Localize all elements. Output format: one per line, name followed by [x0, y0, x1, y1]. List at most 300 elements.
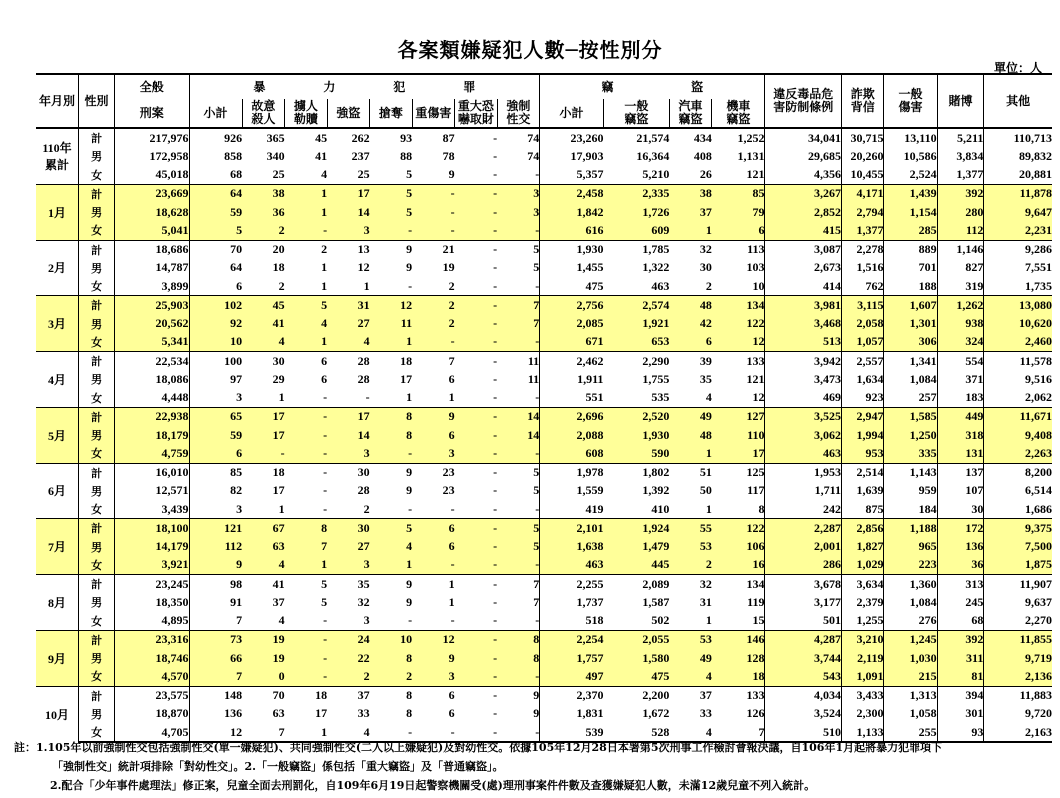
table-cell: 68: [937, 612, 984, 631]
table-cell: 107: [937, 482, 984, 500]
table-cell: 15: [712, 612, 765, 631]
row-month-label: 4月: [36, 352, 79, 408]
table-cell: 10: [370, 630, 413, 649]
table-cell: 1,377: [937, 166, 984, 185]
table-cell: 434: [693, 130, 712, 145]
table-cell: 14: [327, 426, 370, 444]
table-cell: 539: [540, 723, 604, 742]
row-sex-label: 男: [79, 370, 115, 388]
table-cell: 1: [705, 613, 712, 628]
table-cell: 2: [327, 667, 370, 686]
table-cell: 1,978: [540, 463, 604, 482]
table-cell: 1,058: [884, 705, 937, 723]
footnote-1-cont: 「強制性交」統計項排除「對幼性交」。2.「一般竊盜」係包括「重大竊盜」及「普通竊盜」。: [52, 760, 504, 773]
header-theft-general: 一般 竊盜: [603, 99, 669, 128]
table-cell: -: [285, 667, 328, 686]
table-cell: 2: [242, 221, 285, 240]
table-cell: 39: [669, 352, 712, 371]
table-cell: 953: [841, 444, 884, 463]
table-cell: 136: [224, 706, 243, 721]
table-cell: 3,744: [765, 649, 842, 667]
table-cell: 3: [327, 556, 370, 575]
table-cell: -: [497, 612, 540, 631]
table-cell: 2,163: [984, 723, 1052, 742]
table-cell: -: [497, 166, 540, 185]
table-cell: 590: [603, 444, 669, 463]
row-sex-label: 計: [79, 575, 115, 594]
table-cell: 134: [712, 575, 765, 594]
table-cell: -: [412, 221, 455, 240]
table-cell: 445: [603, 556, 669, 575]
table-cell: 121: [712, 370, 765, 388]
table-cell: 97: [230, 371, 243, 386]
table-cell: 9: [406, 594, 413, 609]
table-cell: 126: [712, 705, 765, 723]
table-cell: 3,087: [765, 240, 842, 259]
table-cell: 2,085: [540, 315, 604, 333]
table-cell: 12,571: [115, 482, 189, 500]
table-cell: 5: [321, 594, 328, 609]
table-cell: 1,516: [841, 259, 884, 277]
table-cell: 59: [189, 426, 242, 444]
table-cell: 2,088: [540, 426, 604, 444]
table-cell: -: [493, 167, 498, 182]
table-cell: 3,177: [765, 593, 842, 611]
table-cell: 2,001: [765, 538, 842, 556]
table-cell: 9,516: [1025, 371, 1052, 386]
table-cell: 301: [937, 705, 984, 723]
table-cell: 17: [315, 706, 328, 721]
table-cell: 11,855: [984, 630, 1052, 649]
table-cell: 49: [669, 649, 712, 667]
table-cell: 10: [712, 277, 765, 296]
table-cell: 392: [937, 630, 984, 649]
table-cell: 100: [189, 352, 242, 371]
table-cell: 1: [669, 221, 712, 240]
table-cell: 1: [412, 575, 455, 594]
table-cell: 106: [712, 538, 765, 556]
row-sex-label: 男: [79, 147, 115, 165]
table-cell: -: [455, 463, 498, 482]
table-cell: 1,322: [642, 260, 670, 275]
table-cell: 3: [327, 221, 370, 240]
table-row: [36, 147, 1052, 165]
table-row: [36, 277, 1052, 296]
table-cell: 17: [242, 426, 285, 444]
table-cell: -: [285, 407, 328, 426]
table-row: [36, 128, 1052, 147]
table-row: [36, 389, 1052, 408]
table-cell: 33: [357, 706, 370, 721]
table-cell: 1,953: [765, 463, 842, 482]
table-cell: 3,062: [765, 426, 842, 444]
table-cell: 27: [327, 538, 370, 556]
table-cell: 30: [327, 519, 370, 538]
table-cell: 1,255: [841, 612, 884, 631]
table-cell: 4: [242, 556, 285, 575]
row-month-label: 7月: [36, 519, 79, 575]
table-row: [36, 221, 1052, 240]
table-cell: -: [497, 500, 540, 519]
table-cell: 88: [400, 148, 413, 163]
table-cell: 7: [236, 613, 243, 628]
table-cell: -: [455, 630, 498, 649]
header-theft-2: 盜: [691, 79, 704, 94]
header-violent-3: 犯: [393, 79, 406, 94]
table-cell: 5: [370, 184, 413, 203]
table-cell: 38: [242, 184, 285, 203]
table-cell: 1,735: [1025, 278, 1052, 293]
table-cell: 4: [285, 315, 328, 333]
table-cell: 125: [712, 463, 765, 482]
row-month-label: 3月: [36, 296, 79, 352]
table-cell: -: [412, 333, 455, 352]
table-cell: 14: [497, 407, 540, 426]
table-cell: 8,200: [984, 463, 1052, 482]
table-cell: 10,620: [984, 315, 1052, 333]
table-cell: 513: [765, 333, 842, 352]
table-cell: 1: [285, 184, 328, 203]
table-cell: 1: [285, 723, 328, 742]
table-row: [36, 556, 1052, 575]
table-cell: 5: [406, 167, 413, 182]
table-cell: 475: [585, 278, 604, 293]
table-cell: 2: [448, 278, 455, 293]
table-row: [36, 519, 1052, 538]
table-cell: -: [242, 444, 285, 463]
table-cell: 18,870: [115, 705, 189, 723]
table-cell: 110: [712, 426, 765, 444]
table-cell: 1,875: [984, 556, 1052, 575]
header-theft-1: 竊: [601, 79, 614, 94]
table-cell: 33: [699, 706, 712, 721]
table-cell: 419: [585, 501, 604, 516]
table-cell: 9: [189, 556, 242, 575]
table-cell: 1,250: [884, 426, 937, 444]
table-cell: 128: [712, 649, 765, 667]
table-cell: 25,903: [115, 296, 189, 315]
header-assault: 一般 傷害: [884, 74, 937, 128]
table-cell: 1,360: [884, 575, 937, 594]
table-cell: 3,468: [765, 315, 842, 333]
table-cell: 2: [412, 296, 455, 315]
table-cell: -: [412, 184, 455, 203]
table-cell: 1: [278, 390, 285, 405]
table-cell: 340: [266, 148, 285, 163]
table-cell: 3,834: [937, 147, 984, 165]
table-cell: 9,375: [984, 519, 1052, 538]
table-cell: -: [455, 444, 498, 463]
table-cell: 335: [884, 444, 937, 463]
table-cell: 3: [236, 390, 243, 405]
table-cell: 25: [357, 167, 370, 182]
table-cell: -: [323, 613, 328, 628]
table-row: [36, 463, 1052, 482]
table-cell: 23: [412, 463, 455, 482]
table-cell: 609: [603, 221, 669, 240]
table-cell: 2,231: [984, 221, 1052, 240]
header-rape: 強制 性交: [497, 99, 540, 128]
header-total-a: 全般: [115, 74, 189, 99]
table-cell: 9: [406, 260, 413, 275]
table-cell: 371: [937, 370, 984, 388]
row-sex-label: 男: [79, 593, 115, 611]
table-cell: 926: [224, 130, 243, 145]
table-cell: -: [370, 723, 413, 742]
table-cell: 12: [412, 630, 455, 649]
table-cell: 2,514: [841, 463, 884, 482]
table-cell: 889: [884, 240, 937, 259]
table-cell: 184: [884, 500, 937, 519]
table-cell: 1,131: [712, 147, 765, 165]
table-cell: 497: [540, 667, 604, 686]
table-cell: 17: [242, 407, 285, 426]
row-sex-label: 女: [79, 612, 115, 631]
table-cell: 5: [497, 482, 540, 500]
header-theft: [540, 74, 765, 99]
table-cell: 11,907: [984, 575, 1052, 594]
table-cell: 1,252: [712, 128, 765, 147]
table-cell: 257: [884, 389, 937, 408]
table-cell: 543: [765, 667, 842, 686]
header-violent-4: 罪: [463, 79, 476, 94]
table-cell: 237: [351, 148, 370, 163]
table-cell: 85: [189, 463, 242, 482]
table-cell: 3,439: [115, 500, 189, 519]
table-cell: 20,260: [841, 147, 884, 165]
table-cell: 64: [189, 184, 242, 203]
table-cell: 938: [937, 315, 984, 333]
header-total-b: 刑案: [115, 99, 189, 128]
table-row: [36, 370, 1052, 388]
table-cell: 148: [189, 686, 242, 705]
table-cell: 7: [497, 593, 540, 611]
table-cell: 4: [321, 167, 328, 182]
table-cell: 2: [278, 278, 285, 293]
row-month-label: 2月: [36, 240, 79, 296]
header-drug: 違反毒品危 害防制條例: [765, 74, 842, 128]
table-body: [36, 128, 1052, 742]
table-cell: 1: [370, 333, 413, 352]
table-cell: 17: [712, 444, 765, 463]
table-cell: -: [493, 148, 498, 163]
table-row: [36, 705, 1052, 723]
table-cell: 68: [230, 167, 243, 182]
table-cell: 18,100: [115, 519, 189, 538]
table-cell: 4: [278, 613, 285, 628]
header-violent-subtotal: 小計: [189, 99, 242, 128]
row-sex-label: 女: [79, 333, 115, 352]
table-cell: 81: [937, 667, 984, 686]
table-cell: -: [455, 315, 498, 333]
table-cell: 18,746: [115, 649, 189, 667]
table-cell: 30: [937, 500, 984, 519]
table-cell: 51: [669, 463, 712, 482]
table-cell: 2,270: [1025, 613, 1052, 628]
table-cell: 414: [765, 277, 842, 296]
row-sex-label: 計: [79, 352, 115, 371]
table-cell: 262: [351, 130, 370, 145]
table-cell: 4: [327, 723, 370, 742]
header-violent-1: 暴: [253, 79, 266, 94]
table-cell: 1,924: [603, 519, 669, 538]
table-cell: -: [408, 278, 413, 293]
table-cell: 131: [937, 444, 984, 463]
table-cell: 255: [884, 723, 937, 742]
row-month-label: 1月: [36, 184, 79, 240]
table-cell: 1,143: [884, 463, 937, 482]
table-cell: 1,029: [841, 556, 884, 575]
table-row: [36, 482, 1052, 500]
table-cell: 19: [242, 630, 285, 649]
table-cell: 22,534: [115, 352, 189, 371]
table-cell: 1,994: [841, 426, 884, 444]
table-cell: 82: [230, 483, 243, 498]
table-cell: 1,057: [841, 333, 884, 352]
table-cell: 103: [712, 259, 765, 277]
table-cell: 45: [315, 130, 328, 145]
table-cell: -: [493, 483, 498, 498]
table-cell: -: [493, 371, 498, 386]
table-cell: 3,267: [765, 184, 842, 203]
table-cell: 280: [937, 203, 984, 221]
table-cell: 27: [327, 315, 370, 333]
table-cell: 137: [937, 463, 984, 482]
table-cell: 3,524: [765, 705, 842, 723]
table-cell: 23,575: [115, 686, 189, 705]
table-cell: 2: [669, 556, 712, 575]
table-cell: 4,570: [115, 667, 189, 686]
table-cell: 2,673: [765, 259, 842, 277]
table-row: [36, 444, 1052, 463]
table-cell: -: [455, 649, 498, 667]
table-cell: 1: [406, 390, 413, 405]
table-cell: 8: [406, 706, 413, 721]
table-cell: 6: [412, 426, 455, 444]
table-cell: 2,335: [603, 184, 669, 203]
table-cell: 30,715: [841, 128, 884, 147]
table-cell: 119: [712, 593, 765, 611]
table-cell: 469: [765, 389, 842, 408]
table-cell: 2,794: [841, 203, 884, 221]
table-cell: 12: [712, 333, 765, 352]
table-cell: 2,200: [603, 686, 669, 705]
table-cell: 827: [937, 259, 984, 277]
table-cell: -: [370, 221, 413, 240]
table-cell: 17: [327, 184, 370, 203]
table-cell: 1,755: [642, 371, 670, 386]
table-cell: -: [455, 538, 498, 556]
table-cell: 551: [585, 390, 604, 405]
table-cell: 18: [272, 260, 285, 275]
table-cell: -: [455, 184, 498, 203]
table-cell: 41: [242, 315, 285, 333]
table-cell: 4: [327, 333, 370, 352]
table-cell: 2,379: [841, 593, 884, 611]
table-cell: 1,757: [540, 649, 604, 667]
table-cell: 2: [412, 315, 455, 333]
table-cell: 110,713: [1013, 130, 1052, 145]
table-cell: 4: [705, 390, 712, 405]
table-cell: 74: [497, 147, 540, 165]
row-sex-label: 女: [79, 723, 115, 742]
table-cell: -: [455, 723, 498, 742]
table-cell: 127: [712, 407, 765, 426]
table-cell: 25: [272, 167, 285, 182]
table-cell: -: [493, 594, 498, 609]
table-cell: 22: [327, 649, 370, 667]
table-cell: 2,460: [984, 333, 1052, 352]
header-violent: [189, 74, 540, 99]
table-cell: 18: [712, 667, 765, 686]
table-cell: -: [285, 444, 328, 463]
table-cell: -: [285, 630, 328, 649]
table-cell: 2,524: [884, 166, 937, 185]
row-sex-label: 女: [79, 389, 115, 408]
table-cell: 1,921: [603, 315, 669, 333]
table-row: [36, 333, 1052, 352]
table-cell: -: [497, 277, 540, 296]
table-cell: 73: [189, 630, 242, 649]
table-cell: 1,439: [884, 184, 937, 203]
header-injury: 重傷害: [412, 99, 455, 128]
table-cell: 616: [540, 221, 604, 240]
table-cell: 9: [412, 407, 455, 426]
row-sex-label: 計: [79, 184, 115, 203]
table-cell: 1,726: [603, 203, 669, 221]
table-cell: 7,500: [984, 538, 1052, 556]
table-cell: 9: [412, 649, 455, 667]
table-cell: 2,290: [603, 352, 669, 371]
row-sex-label: 男: [79, 426, 115, 444]
table-cell: 49: [669, 407, 712, 426]
table-cell: -: [323, 390, 328, 405]
table-cell: 1,559: [576, 483, 604, 498]
row-month-label: 10月: [36, 686, 79, 742]
table-cell: 34,041: [765, 128, 842, 147]
table-cell: 10,586: [884, 147, 937, 165]
table-cell: 6: [412, 686, 455, 705]
row-sex-label: 女: [79, 500, 115, 519]
table-cell: 12: [189, 723, 242, 742]
table-cell: 1,639: [841, 482, 884, 500]
table-row: [36, 352, 1052, 371]
footnote-2: 2.配合「少年事件處理法」修正案，兒童全面去刑罰化，自109年6月19日起警察機關受(處)理刑事案件件數及查獲嫌疑犯人數，未滿12歲兒童不列入統計。: [50, 779, 816, 792]
table-cell: 65: [189, 407, 242, 426]
table-cell: 8: [370, 686, 413, 705]
table-cell: 146: [712, 630, 765, 649]
table-cell: 93: [937, 723, 984, 742]
table-cell: 1,827: [841, 538, 884, 556]
table-cell: -: [450, 501, 455, 516]
row-month-label: 6月: [36, 463, 79, 519]
table-cell: 1,831: [576, 706, 604, 721]
table-cell: 2,756: [540, 296, 604, 315]
table-cell: 102: [189, 296, 242, 315]
table-cell: 29: [272, 371, 285, 386]
table-cell: 6: [412, 538, 455, 556]
table-cell: 98: [189, 575, 242, 594]
table-cell: -: [497, 667, 540, 686]
table-cell: 2,300: [841, 705, 884, 723]
table-cell: 1: [363, 278, 370, 293]
table-cell: 1: [448, 594, 455, 609]
row-month-label: 5月: [36, 407, 79, 463]
table-cell: 2,263: [984, 444, 1052, 463]
table-cell: 1,842: [540, 203, 604, 221]
table-cell: 215: [884, 667, 937, 686]
table-cell: 1: [285, 203, 328, 221]
